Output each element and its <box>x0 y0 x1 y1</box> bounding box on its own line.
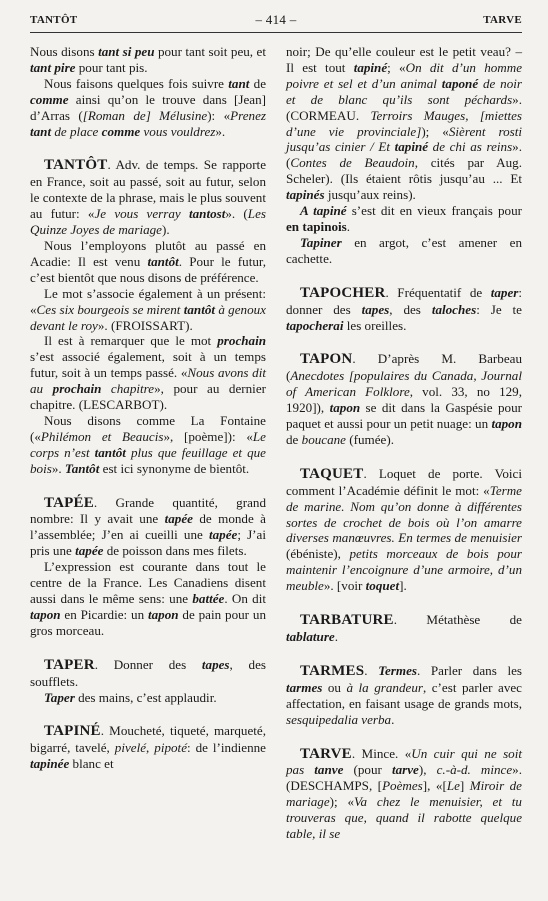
entry-paragraph: Nous disons comme La Fontaine («Philémon et Beaucis», [poème]): «Le corps n’est tantôt plus que feuillage et que bois». Tantôt est ici synonyme de bientôt. <box>30 412 266 476</box>
entry-paragraph: Le mot s’associe également à un présent: «Ces six bourgeois se mirent tantôt à genoux devant le roy». (FROISSART). <box>30 285 266 333</box>
dictionary-entry: TARMES. Termes. Parler dans les tarmes ou à la grandeur, c’est parler avec affectation, en faisant usage de grands mots, sesquipedalia verba. <box>286 662 523 727</box>
dictionary-entry: TAPINÉ. Moucheté, tiqueté, marqueté, bigarré, tavelé, pivelé, pipoté: de l’indienne tapinée blanc et <box>30 723 266 772</box>
header-rule <box>30 32 522 33</box>
left-column <box>30 44 266 772</box>
entry-paragraph: Nous l’employons plutôt au passé en Acadie: Il est venu tantôt. Pour le futur, c’est bientôt que nous disons de préférence. <box>30 237 266 285</box>
header-first-entry: TANTÔT <box>30 14 78 26</box>
entry-paragraph: Nous faisons quelques fois suivre tant de comme ainsi qu’on le trouve dans [Jean] d’Arras ([Roman de] Mélusine): «Prenez tant de place comme vous vouldrez». <box>30 75 267 139</box>
dictionary-entry: TARVE. Mince. «Un cuir qui ne soit pas tanve (pour tarve), c.-à-d. mince». (DESCHAMPS, [Poèmes], «[Le] Miroir de mariage); «Va chez le menuisier, et tu trouveras que, quand il rabotte quelque table, il se <box>286 745 522 842</box>
dictionary-entry: TARBATURE. Métathèse de tablature. <box>286 612 522 644</box>
dictionary-entry: TAPON. D’après M. Barbeau (Anecdotes [populaires du Canada, Journal of American Folklore, vol. 33, no 129, 1920]), tapon se dit dans la Gaspésie pour paquet et aussi pour un petit nuage: un tapon de boucane (fumée). <box>286 351 522 447</box>
entry-paragraph: A tapiné s’est dit en vieux français pour en tapinois. <box>286 203 522 234</box>
dictionary-entry: TANTÔT. Adv. de temps. Se rapporte en France, soit au passé, soit au futur, selon le contexte de la phrase, mais le plus souvent au futur: «Je vous verray tantost». (Les Quinze Joyes de mariage). <box>30 157 266 238</box>
dictionary-entry: TAPÉE. Grande quantité, grand nombre: Il y avait une tapée de monde à l’assemblée; J’en ai cueilli une tapée; J’ai pris une tapée de poisson dans mes filets. <box>30 494 266 559</box>
running-header <box>30 12 522 32</box>
dictionary-entry: TAPER. Donner des tapes, des soufflets. <box>30 656 266 689</box>
entry-paragraph: Nous disons tant si peu pour tant soit peu, et tant pire pour tant pis. <box>30 44 266 75</box>
dictionary-entry: TAQUET. Loquet de porte. Voici comment l’Académie définit le mot: «Terme de marine. Nom qu’on donne à différentes sortes de crochet de bois où l’on amarre diverses manœuvres. En termes de menuisier (ébéniste), petits morceaux de bois pour maintenir l’encoignure d’une armoire, d’un meuble». [voir toquet]. <box>286 465 522 594</box>
entry-paragraph: Il est à remarquer que le mot prochain s’est associé également, soit à un temps futur, soit à un temps passé. «Nous avons dit au prochain chapitre», pour au dernier chapitre. (LESCARBOT). <box>30 333 267 413</box>
entry-paragraph: Tapiner en argot, c’est amener en cachette. <box>286 234 522 266</box>
entry-paragraph: Taper des mains, c’est applaudir. <box>44 689 217 705</box>
page-number: – 414 – <box>255 12 297 27</box>
right-column <box>286 44 522 842</box>
header-last-entry: TARVE <box>483 14 522 26</box>
dictionary-entry: TAPOCHER. Fréquentatif de taper: donner des tapes, des taloches: Je te tapocherai les oreilles. <box>286 284 522 333</box>
entry-paragraph: noir; De qu’elle couleur est le petit veau? – Il est tout tapiné; «On dit d’un homme poivre et sel et d’un animal taponé de noir et de blanc qu’ils sont péchards». (CORMEAU. Terroirs Mauges, [miettes d’une vie provinciale]); «Sièrent rosti jusqu’as cinier / Et tapiné de chi as reins». (Contes de Beaudoin, cités par Aug. Scheler). (Ils étaient rôtis jusqu’au ... Et tapinés jusqu’aux reins). <box>286 44 523 203</box>
entry-paragraph: L’expression est courante dans tout le centre de la France. Les Canadiens disent aussi dans le même sens: une battée. On dit tapon en Picardie: un tapon de pain pour un gros morceau. <box>30 559 266 638</box>
